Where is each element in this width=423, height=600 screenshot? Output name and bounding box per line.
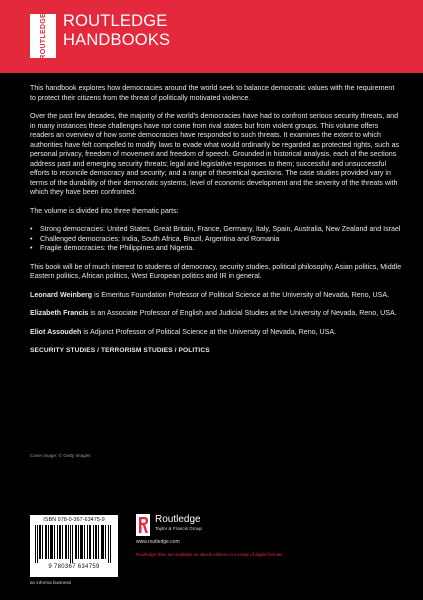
author-name: Eliot Assoudeh (30, 327, 82, 336)
ebook-note: Routledge titles are available as eBook editions in a range of digital formats (136, 552, 283, 557)
author-bio (30, 328, 402, 338)
publisher-url[interactable]: www.routledge.com (136, 539, 180, 545)
logo-text: ROUTLEDGE (39, 12, 47, 60)
author-bio (30, 291, 402, 301)
series-header (0, 0, 423, 73)
author-description: is Emeritus Foundation Professor of Political Science at the University of Nevada, Reno, USA. (92, 290, 390, 299)
publisher-name: Routledge (155, 514, 201, 525)
isbn-number: ISBN 978-0-367-63475-9 (43, 517, 105, 523)
publisher-group: Taylor & Francis Group (155, 526, 202, 531)
series-title-line1: ROUTLEDGE (63, 12, 168, 30)
routledge-mark-icon (136, 514, 150, 536)
isbn-barcode (30, 515, 118, 577)
back-cover-text (30, 84, 402, 356)
blurb-paragraph-1: This handbook explores how democracies around the world seek to balance democratic values with the requirement to protect their citizens from the threat of politically motivated violence. (30, 84, 395, 102)
list-item: • Fragile democracies: the Philippines and Nigeria. (40, 244, 402, 254)
barcode-icon (35, 525, 113, 563)
author-description: is Adjunct Professor of Political Science at the University of Nevada, Reno, USA. (81, 327, 337, 336)
series-title-line2: HANDBOOKS (63, 31, 171, 49)
list-item: • Challenged democracies: India, South Africa, Brazil, Argentina and Romania (40, 235, 402, 245)
author-name: Elizabeth Francis (30, 309, 89, 317)
routledge-logo (30, 14, 56, 58)
author-description: is an Associate Professor of English and Judicial Studies at the University of Nevada, Reno, USA. (88, 309, 397, 317)
thematic-parts-list (30, 225, 402, 254)
cover-image-credit: Cover image: © Getty Images (30, 453, 91, 458)
author-bio (30, 309, 402, 319)
blurb-paragraph-4: This book will be of much interest to students of democracy, security studies, political philosophy, Asian politics, Middle Eastern politics, African politics, West European politics and IR in general. (30, 262, 402, 280)
blurb-paragraph-2: Over the past few decades, the majority of the world's democracies have had to confront serious security threats, and in many instances these challenges have not come from rival states but from violent groups. This volume offers readers an overview of how some democracies have responded to such threats. It examines the extent to which authorities have felt compelled to modify laws to evade what would ordinarily be regarded as protected rights, such as personal privacy, freedom of movement and freedom of speech. Grounded in historical analysis, each of the sections address past and emerging security threats; legal and legislative responses to them; successful and unsuccessful efforts to reconcile democracy and security; and a range of theoretical questions. The case studies provided vary in terms of the durability of their democratic systems, level of economic development and the severity of the threats with which they have been confronted. (30, 112, 400, 196)
author-name: Leonard Weinberg (30, 290, 93, 299)
subject-categories: SECURITY STUDIES / TERRORISM STUDIES / POLITICS (30, 347, 210, 354)
informa-tagline: an informa business (30, 580, 72, 585)
barcode-digits: 9 780367 634759 (48, 564, 100, 570)
series-title (63, 12, 170, 50)
list-item: • Strong democracies: United States, Great Britain, France, Germany, Italy, Spain, Australia, New Zealand and Israel (40, 225, 402, 235)
blurb-paragraph-3: The volume is divided into three thematic parts: (30, 206, 179, 215)
